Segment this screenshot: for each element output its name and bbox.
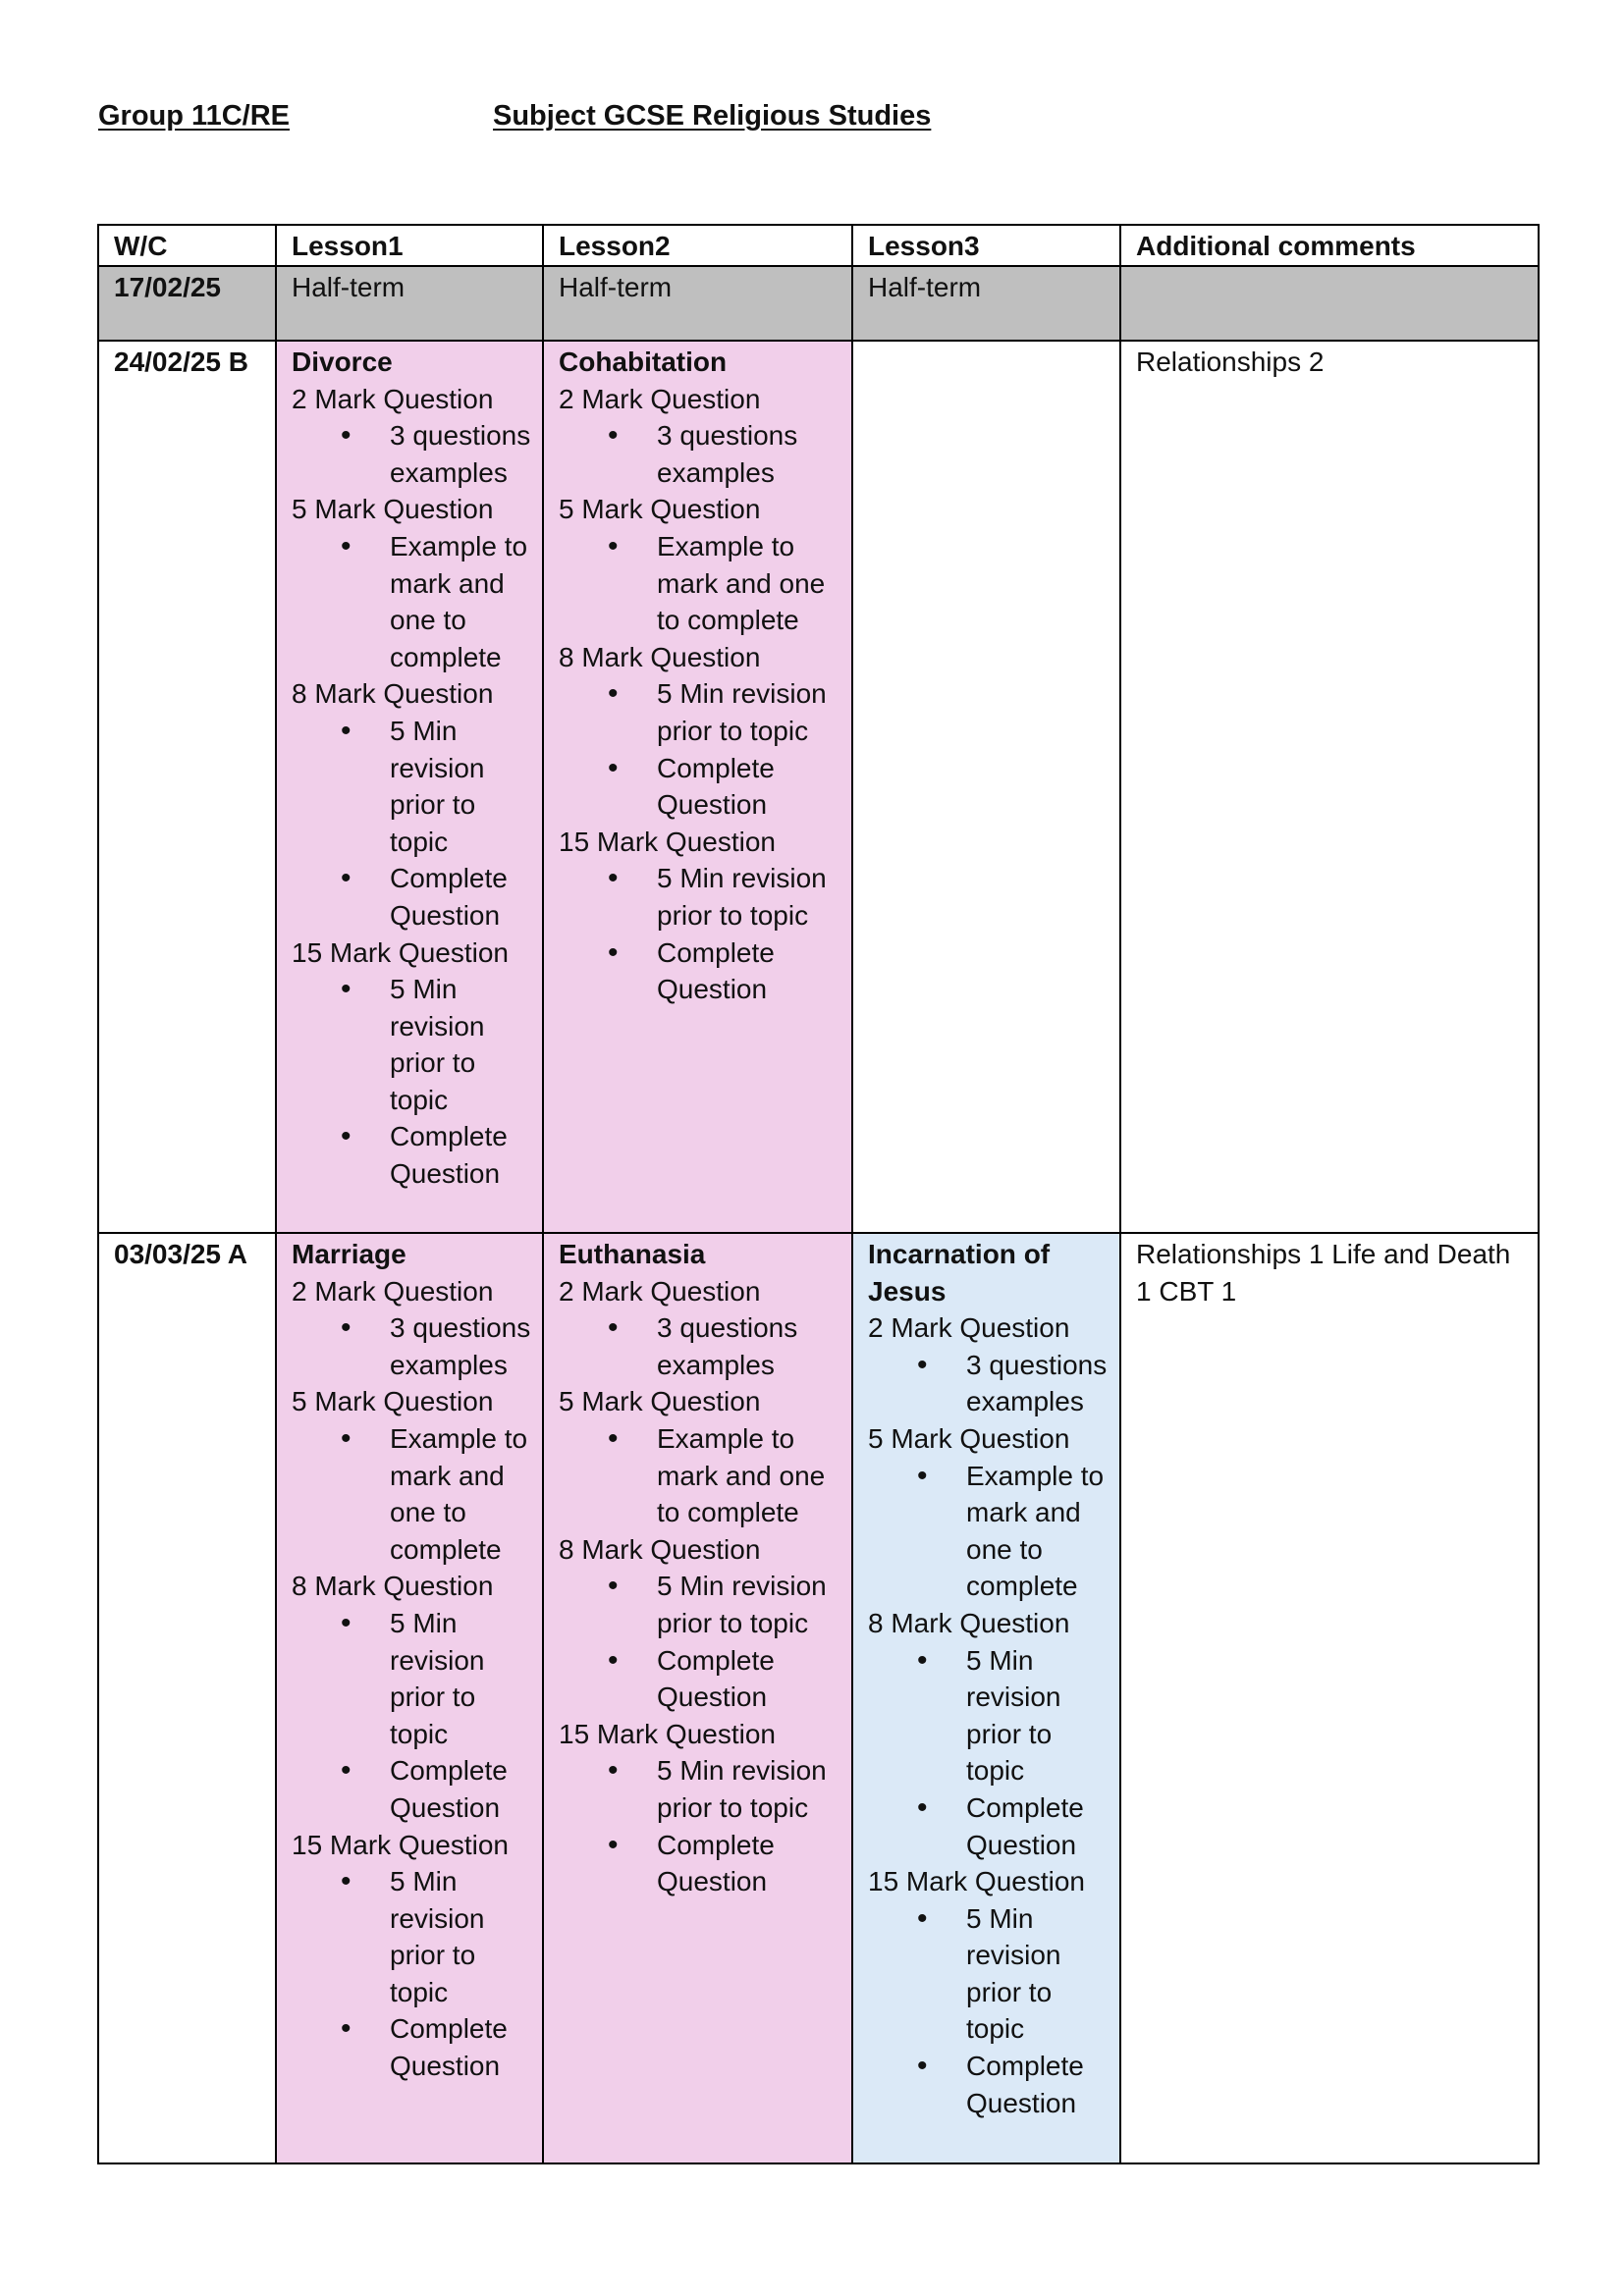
col-header-comments: Additional comments	[1120, 225, 1539, 266]
table-row	[98, 1233, 1539, 2163]
lesson3-cell: Half-term	[852, 266, 1120, 341]
lesson1-cell	[276, 341, 543, 1233]
bullet-list	[292, 1420, 534, 1568]
question-type: 8 Mark Question	[292, 1571, 494, 1602]
bullet-list	[292, 528, 534, 675]
question-type: 5 Mark Question	[868, 1422, 1070, 1454]
list-item: • 5 Min revision prior to topic	[559, 1752, 843, 1826]
bullet-list	[559, 675, 843, 823]
question-type: 15 Mark Question	[559, 1718, 776, 1749]
question-type: 8 Mark Question	[868, 1607, 1070, 1638]
bullet-list	[868, 1642, 1111, 1864]
list-item: • Complete Question	[559, 934, 843, 1008]
bullet-list	[868, 1900, 1111, 2122]
list-item: • Example to mark and one to complete	[559, 528, 843, 639]
lesson3-cell	[852, 341, 1120, 1233]
question-type: 2 Mark Question	[292, 1275, 494, 1307]
list-item: • 3 questions examples	[868, 1347, 1111, 1420]
list-item: • 5 Min revision prior to topic	[292, 1863, 534, 2010]
bullet-list	[868, 1458, 1111, 1605]
list-item: • 3 questions examples	[559, 1309, 843, 1383]
lesson-title: Incarnation of Jesus	[868, 1239, 1051, 1307]
list-item: • Example to mark and one to complete	[292, 1420, 534, 1568]
question-type: 15 Mark Question	[292, 936, 509, 968]
list-item: • Complete Question	[292, 1752, 534, 1826]
list-item: • 5 Min revision prior to topic	[868, 1900, 1111, 2048]
bullet-list	[559, 1752, 843, 1899]
question-type: 15 Mark Question	[292, 1829, 509, 1860]
list-item: • Complete Question	[559, 750, 843, 824]
list-item: • 3 questions examples	[292, 417, 534, 491]
list-item: • Complete Question	[292, 2010, 534, 2084]
question-type: 8 Mark Question	[559, 641, 761, 672]
list-item: • Complete Question	[559, 1642, 843, 1716]
bullet-list	[868, 1347, 1111, 1420]
lesson1-cell: Half-term	[276, 266, 543, 341]
table-header-row	[98, 225, 1539, 266]
list-item: • Complete Question	[868, 2048, 1111, 2121]
comments-cell: Relationships 1 Life and Death 1 CBT 1	[1120, 1233, 1539, 2163]
list-item: • 3 questions examples	[292, 1309, 534, 1383]
lesson-title: Divorce	[292, 347, 393, 377]
group-label: Group 11C/RE	[98, 100, 290, 132]
question-type: 2 Mark Question	[292, 383, 494, 414]
question-type: 2 Mark Question	[868, 1312, 1070, 1344]
bullet-list	[559, 1420, 843, 1531]
question-type: 5 Mark Question	[559, 1386, 761, 1417]
bullet-list	[292, 1863, 534, 2085]
list-item: • Complete Question	[868, 1789, 1111, 1863]
question-type: 8 Mark Question	[559, 1533, 761, 1565]
bullet-list	[559, 417, 843, 491]
lesson1-cell	[276, 1233, 543, 2163]
question-type: 8 Mark Question	[292, 678, 494, 710]
question-type: 5 Mark Question	[292, 494, 494, 525]
lesson3-cell	[852, 1233, 1120, 2163]
table-row	[98, 341, 1539, 1233]
bullet-list	[292, 1309, 534, 1383]
bullet-list	[292, 417, 534, 491]
question-type: 5 Mark Question	[559, 494, 761, 525]
col-header-lesson2: Lesson2	[543, 225, 852, 266]
col-header-wc: W/C	[98, 225, 276, 266]
week-cell: 03/03/25 A	[98, 1233, 276, 2163]
list-item: • Complete Question	[292, 860, 534, 934]
question-type: 5 Mark Question	[292, 1386, 494, 1417]
comments-cell: Relationships 2	[1120, 341, 1539, 1233]
list-item: • Complete Question	[292, 1118, 534, 1192]
list-item: • 5 Min revision prior to topic	[292, 971, 534, 1118]
table-row	[98, 266, 1539, 341]
list-item: • 5 Min revision prior to topic	[559, 860, 843, 934]
lesson-title: Cohabitation	[559, 347, 728, 377]
list-item: • 3 questions examples	[559, 417, 843, 491]
bullet-list	[292, 971, 534, 1193]
list-item: • Example to mark and one to complete	[559, 1420, 843, 1531]
list-item: • Complete Question	[559, 1827, 843, 1900]
lesson2-cell: Half-term	[543, 266, 852, 341]
bullet-list	[292, 1605, 534, 1827]
bullet-list	[559, 1568, 843, 1715]
list-item: • 5 Min revision prior to topic	[292, 713, 534, 860]
question-type: 2 Mark Question	[559, 1275, 761, 1307]
week-cell: 17/02/25	[98, 266, 276, 341]
question-type: 2 Mark Question	[559, 383, 761, 414]
question-type: 15 Mark Question	[559, 826, 776, 857]
subject-label: Subject GCSE Religious Studies	[493, 100, 932, 132]
question-type: 15 Mark Question	[868, 1866, 1085, 1897]
list-item: • 5 Min revision prior to topic	[559, 675, 843, 749]
list-item: • 5 Min revision prior to topic	[868, 1642, 1111, 1789]
col-header-lesson1: Lesson1	[276, 225, 543, 266]
lesson-title: Marriage	[292, 1239, 406, 1269]
lesson2-cell	[543, 1233, 852, 2163]
lesson-plan-table	[97, 224, 1540, 2164]
lesson-title: Euthanasia	[559, 1239, 706, 1269]
bullet-list	[559, 1309, 843, 1383]
list-item: • 5 Min revision prior to topic	[292, 1605, 534, 1752]
list-item: • Example to mark and one to complete	[292, 528, 534, 675]
bullet-list	[559, 860, 843, 1007]
list-item: • Example to mark and one to complete	[868, 1458, 1111, 1605]
lesson2-cell	[543, 341, 852, 1233]
bullet-list	[292, 713, 534, 934]
col-header-lesson3: Lesson3	[852, 225, 1120, 266]
comments-cell	[1120, 266, 1539, 341]
bullet-list	[559, 528, 843, 639]
list-item: • 5 Min revision prior to topic	[559, 1568, 843, 1641]
week-cell: 24/02/25 B	[98, 341, 276, 1233]
